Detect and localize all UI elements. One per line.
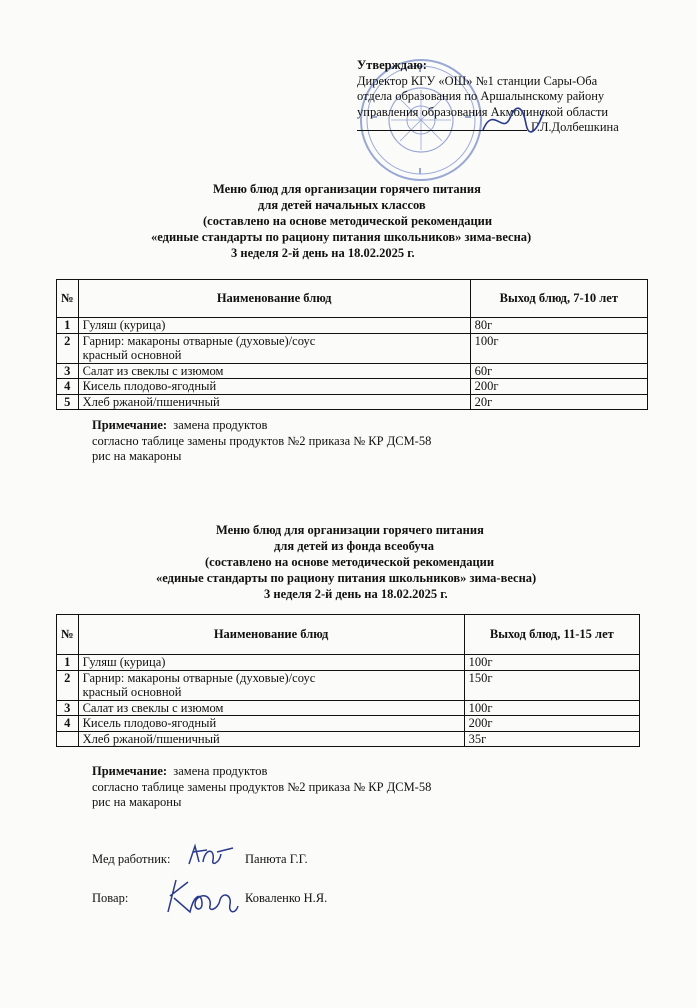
approval-line-3: управления образования Акмолинской области (357, 104, 609, 119)
table-header-row (57, 615, 640, 655)
dish-output: 20г (470, 394, 647, 410)
dish-name: Кисель плодово-ягодный (78, 716, 464, 732)
dish-name: Гуляш (курица) (78, 318, 470, 334)
dish-output: 100г (464, 655, 639, 671)
dish-output: 100г (470, 333, 647, 363)
menu1-note (92, 418, 431, 465)
menu2-heading-line: (составлено на основе методической рекомендации (205, 555, 495, 569)
row-number: 1 (57, 655, 79, 671)
dish-output: 35г (464, 731, 639, 747)
table-row (57, 394, 648, 410)
table-header-row (57, 280, 648, 318)
note-text: рис на макароны (92, 449, 182, 463)
note-label: Примечание: (92, 418, 168, 432)
dish-name: Хлеб ржаной/пшеничный (78, 731, 464, 747)
approval-line-2: отдела образования по Аршалынскому району (357, 89, 605, 103)
row-number: 5 (57, 394, 79, 410)
med-worker-signature-icon (185, 842, 237, 870)
menu1-heading (0, 181, 697, 261)
dish-name: Гуляш (курица) (78, 655, 464, 671)
menu1-heading-line: Меню блюд для организации горячего питания (213, 182, 481, 196)
menu2-heading-line: «единые стандарты по рациону питания школьников» зима-весна) (156, 571, 537, 585)
dish-name: Салат из свеклы с изюмом (78, 363, 470, 379)
note-text: согласно таблице замены продуктов №2 приказа № КР ДСМ-58 (92, 433, 432, 448)
cook-signature-icon (162, 874, 242, 918)
menu1-heading-line: «единые стандарты по рациону питания школьников» зима-весна) (151, 230, 532, 244)
table-row (57, 363, 648, 379)
table-row (57, 716, 640, 732)
column-header-dish: Наименование блюд (78, 615, 464, 655)
dish-output: 150г (464, 670, 639, 700)
column-header-output: Выход блюд, 11-15 лет (464, 615, 639, 655)
cook-label: Повар: (92, 891, 129, 905)
column-header-dish: Наименование блюд (78, 280, 470, 318)
row-number: 3 (57, 363, 79, 379)
menu2-heading-line: 3 неделя 2-й день на 18.02.2025 г. (264, 587, 448, 601)
menu2-table (56, 614, 640, 747)
director-signature-icon (478, 100, 548, 140)
note-text: рис на макароны (92, 795, 182, 809)
dish-name: Гарнир: макароны отварные (духовые)/соус красный основной (78, 670, 464, 700)
column-header-number: № (57, 280, 79, 318)
approval-line-1: Директор КГУ «ОШ» №1 станции Сары-Оба (357, 73, 598, 88)
table-row (57, 379, 648, 395)
table-row (57, 700, 640, 716)
table-row (57, 333, 648, 363)
column-header-number: № (57, 615, 79, 655)
row-number (57, 731, 79, 747)
approval-signer: Г.Л.Долбешкина (531, 120, 619, 134)
cook-name: Коваленко Н.Я. (245, 891, 328, 905)
menu1-heading-line: (составлено на основе методической рекомендации (203, 214, 493, 228)
menu2-heading-line: для детей из фонда всеобуча (274, 539, 434, 553)
table-row (57, 318, 648, 334)
menu1-heading-line: 3 неделя 2-й день на 18.02.2025 г. (231, 246, 415, 260)
note-text: замена продуктов (173, 418, 268, 432)
dish-output: 60г (470, 363, 647, 379)
dish-name: Салат из свеклы с изюмом (78, 700, 464, 716)
note-text: согласно таблице замены продуктов №2 приказа № КР ДСМ-58 (92, 779, 432, 794)
row-number: 2 (57, 333, 79, 363)
note-label: Примечание: (92, 764, 168, 778)
menu2-heading-line: Меню блюд для организации горячего питания (216, 523, 484, 537)
approval-title: Утверждаю: (357, 58, 427, 72)
row-number: 1 (57, 318, 79, 334)
dish-output: 200г (464, 716, 639, 732)
med-worker-label: Мед работник: (92, 852, 171, 866)
med-worker-name: Панюта Г.Г. (245, 852, 308, 866)
dish-output: 200г (470, 379, 647, 395)
row-number: 2 (57, 670, 79, 700)
dish-name: Хлеб ржаной/пшеничный (78, 394, 470, 410)
row-number: 4 (57, 716, 79, 732)
row-number: 4 (57, 379, 79, 395)
dish-name: Гарнир: макароны отварные (духовые)/соус красный основной (78, 333, 470, 363)
table-row (57, 670, 640, 700)
table-row (57, 655, 640, 671)
menu1-table (56, 279, 648, 410)
dish-name: Кисель плодово-ягодный (78, 379, 470, 395)
dish-output: 100г (464, 700, 639, 716)
table-row (57, 731, 640, 747)
column-header-output: Выход блюд, 7-10 лет (470, 280, 647, 318)
dish-output: 80г (470, 318, 647, 334)
menu2-note (92, 764, 431, 811)
note-text: замена продуктов (173, 764, 268, 778)
menu2-heading (0, 522, 697, 602)
row-number: 3 (57, 700, 79, 716)
menu1-heading-line: для детей начальных классов (258, 198, 426, 212)
